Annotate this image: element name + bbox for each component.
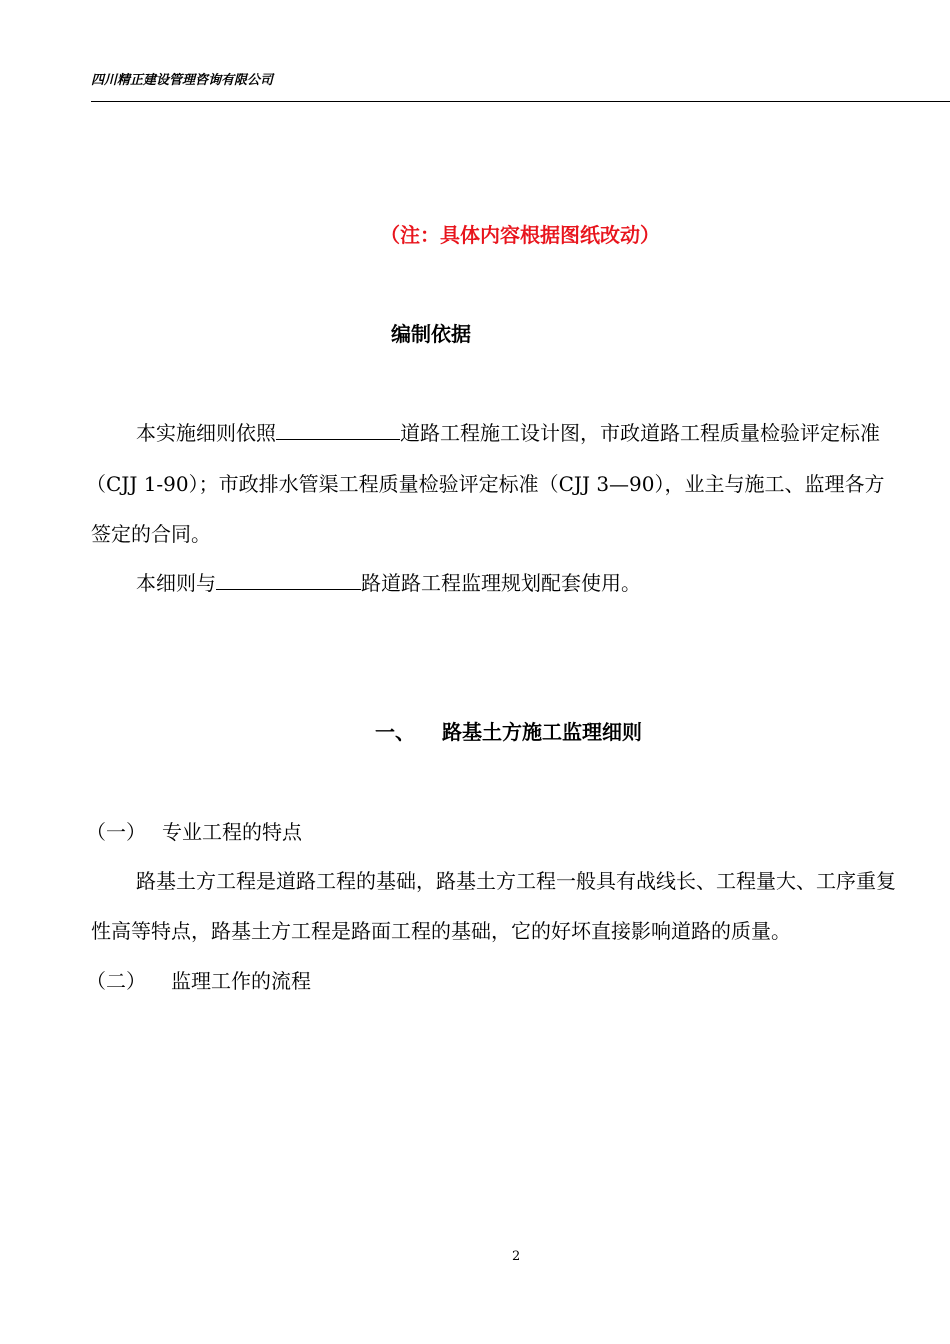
sub-1-paragraph-line-1: 路基土方工程是道路工程的基础，路基土方工程一般具有战线长、工程量大、工序重复 [136,869,896,893]
basis-paragraph-line-2: （CJJ 1-90）；市政排水管渠工程质量检验评定标准（CJJ 3—90），业主与施工、监理各方 [86,472,885,496]
editing-note: （注：具体内容根据图纸改动） [380,223,660,247]
page-number: 2 [512,1249,521,1264]
section-1-title: 路基土方施工监理细则 [442,720,642,744]
header-divider [91,101,950,102]
section-1-number: 一、 [375,720,415,744]
basis-p1-before: 本实施细则依照 [136,421,276,445]
fill-in-blank-road-name[interactable] [216,567,361,590]
sub-2-title: 监理工作的流程 [171,969,311,993]
basis-paragraph-line-3: 签定的合同。 [91,522,211,546]
basis-paragraph-line-1 [136,417,880,446]
basis-p1-after: 道路工程施工设计图，市政道路工程质量检验评定标准 [400,421,880,445]
basis-title: 编制依据 [391,322,471,346]
sub-1-label: （一） [86,820,146,844]
sub-1-title: 专业工程的特点 [162,820,302,844]
fill-in-blank-project-name[interactable] [276,417,400,440]
company-header: 四川精正建设管理咨询有限公司 [91,73,274,88]
basis-paragraph-2 [136,567,641,596]
basis-p2-after: 路道路工程监理规划配套使用。 [361,571,641,595]
sub-2-label: （二） [86,969,146,993]
basis-p2-before: 本细则与 [136,571,216,595]
sub-1-paragraph-line-2: 性高等特点，路基土方工程是路面工程的基础，它的好坏直接影响道路的质量。 [91,919,791,943]
